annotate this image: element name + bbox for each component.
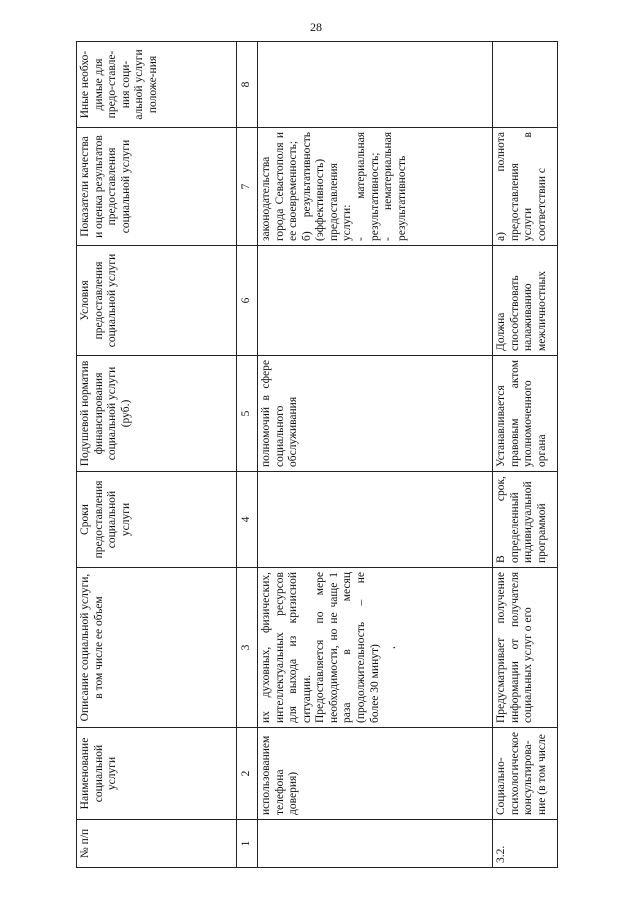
scan-dot-mark: · [388, 645, 404, 650]
header-other: Иные необхо-димые для предо-ставле-ния соци-альной услуги положе-ния [77, 42, 237, 128]
service-name-cell: Социально-психологическое консультирова-ние (в том числе [493, 728, 558, 820]
header-norm: Подушевой норматив финансирования социальной услуги (руб.) [77, 356, 237, 472]
other-cell [258, 42, 493, 128]
description-text: их духовных, физических, интеллектуальных ресурсов для выхода из кризисной ситуации. Предоставляется по мере необходимости, но не чаще 1 раза в месяц (продолжительность – не более 30 минут) [260, 572, 381, 723]
description-cell: Предусматривает получение информации от получателя социальных услуг о его [493, 568, 558, 728]
description-cell [258, 568, 493, 728]
row-num-cell: 3.2. [493, 820, 558, 868]
row-num-cell [258, 820, 493, 868]
other-cell [493, 42, 558, 128]
service-name-cell: использованием телефона доверия) [258, 728, 493, 820]
header-num: № п/п [77, 820, 237, 868]
column-number: 1 [237, 820, 258, 868]
column-number: 7 [237, 128, 258, 246]
column-number: 5 [237, 356, 258, 472]
header-terms: Сроки предоставления социальной услуги [77, 472, 237, 568]
header-row [77, 42, 237, 868]
column-number: 2 [237, 728, 258, 820]
norm-cell: Устанавливается правовым актом уполномоченного органа [493, 356, 558, 472]
column-number: 6 [237, 246, 258, 356]
column-number: 4 [237, 472, 258, 568]
page-number: 28 [310, 20, 322, 34]
conditions-cell [258, 246, 493, 356]
column-number: 8 [237, 42, 258, 128]
column-number-row [237, 42, 258, 868]
terms-cell: В срок, определенный индивидуальной программой [493, 472, 558, 568]
header-description: Описание социальной услуги, в том числе ее объем [77, 568, 237, 728]
norm-cell: полномочий в сфере социального обслуживания [258, 356, 493, 472]
conditions-cell: Должна способствовать налаживанию межличностных [493, 246, 558, 356]
header-quality: Показатели качества и оценка результатов предоставления социальной услуги [77, 128, 237, 246]
landscape-table-container [76, 42, 558, 868]
social-services-table [76, 41, 558, 868]
rotated-table-area [76, 42, 558, 868]
terms-cell [258, 472, 493, 568]
quality-cell: а) полнота предоставления услуги в соответствии с [493, 128, 558, 246]
quality-cell: законодательства города Севастополя и ее своевременность; б) результативность (эффективность) предоставления услуги: - материальная результативность; - нематериальная результативность [258, 128, 493, 246]
header-name: Наименование социальной услуги [77, 728, 237, 820]
column-number: 3 [237, 568, 258, 728]
header-conditions: Условия предоставления социальной услуги [77, 246, 237, 356]
table-row [258, 42, 493, 868]
table-row [493, 42, 558, 868]
